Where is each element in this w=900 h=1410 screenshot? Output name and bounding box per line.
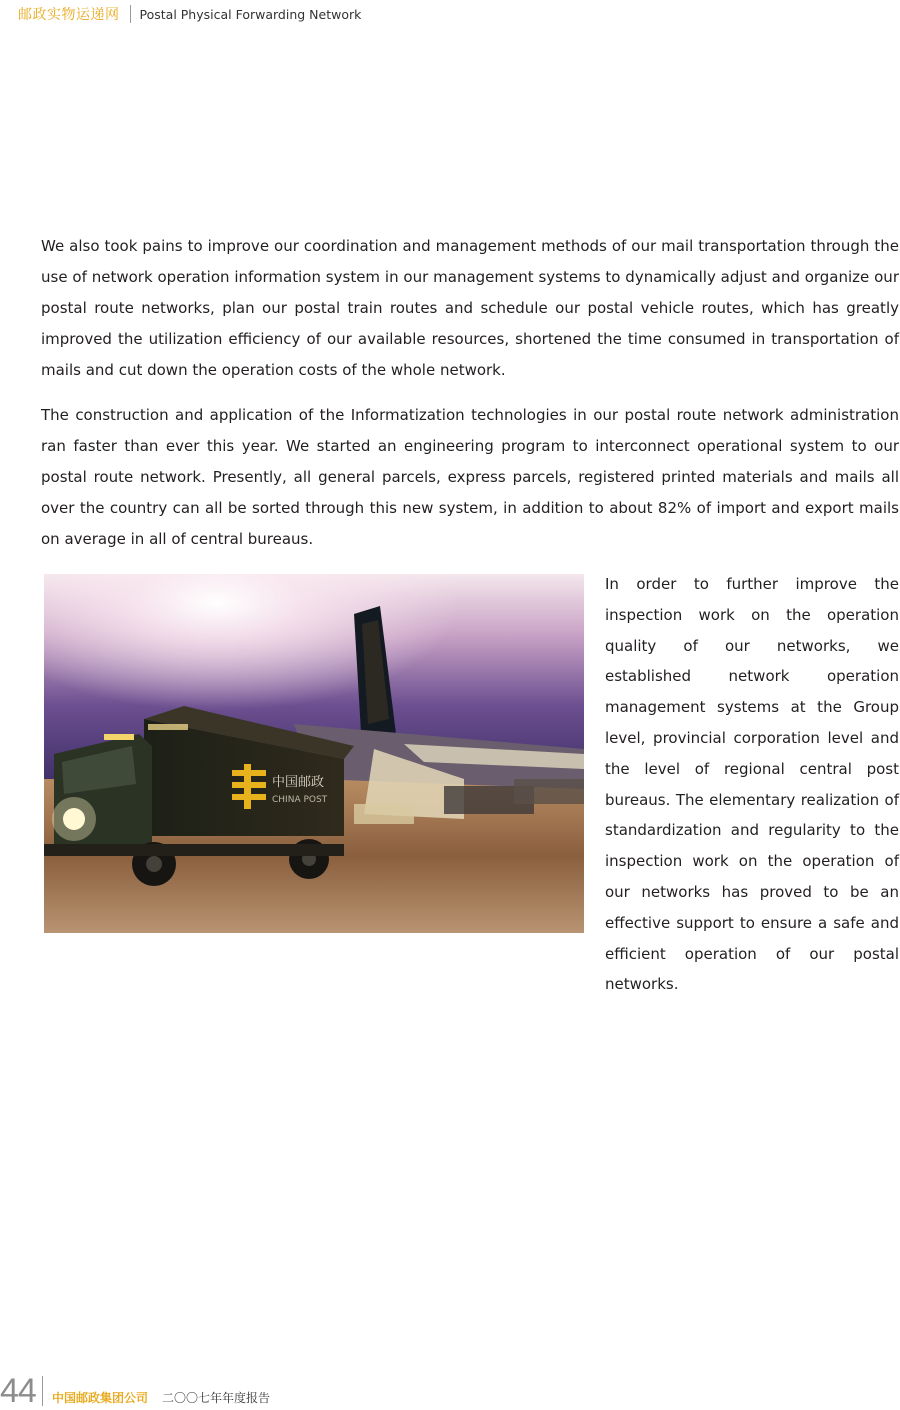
truck-logo-subtext: CHINA POST [272, 795, 328, 805]
footer-divider [42, 1376, 43, 1406]
photo-postal-truck-and-cargo-plane [44, 574, 584, 933]
section-title-cn: 邮政实物运递网 [18, 7, 120, 23]
paragraph-inspection: In order to further improve the inspection work on the operation quality of our networks, we established network operation management systems at the Group level, provincial corporation level and the level of regional central post bureaus. The elementary realization of standardization and regularity to the inspection work on the operation of our networks has proved to be an effective support to ensure a safe and efficient operation of our postal networks. [605, 575, 899, 994]
paragraph-coordination: We also took pains to improve our coordination and management methods of our mail transportation through the use of network operation information system in our management systems to dynamically adjust and organize our postal route networks, plan our postal train routes and schedule our postal vehicle routes, which has greatly improved the utilization efficiency of our available resources, shortened the time consumed in transportation of mails and cut down the operation costs of the whole network. [41, 237, 899, 379]
page-number: 44 [0, 1372, 36, 1410]
header-divider [130, 5, 131, 23]
footer-report-title: 二〇〇七年年度报告 [162, 1391, 271, 1405]
running-header [18, 4, 361, 24]
paragraph-informatization: The construction and application of the Informatization technologies in our postal route network administration ran faster than ever this year. We started an engineering program to interconnect operational system to our postal route network. Presently, all general parcels, express parcels, registered printed materials and mails all over the country can all be sorted through this new system, in addition to about 82% of import and export mails on average in all of central bureaus. [41, 406, 899, 548]
truck-logo-text: 中国邮政 [272, 775, 325, 790]
section-title-en: Postal Physical Forwarding Network [139, 6, 362, 22]
footer-company-name: 中国邮政集团公司 [52, 1391, 149, 1405]
